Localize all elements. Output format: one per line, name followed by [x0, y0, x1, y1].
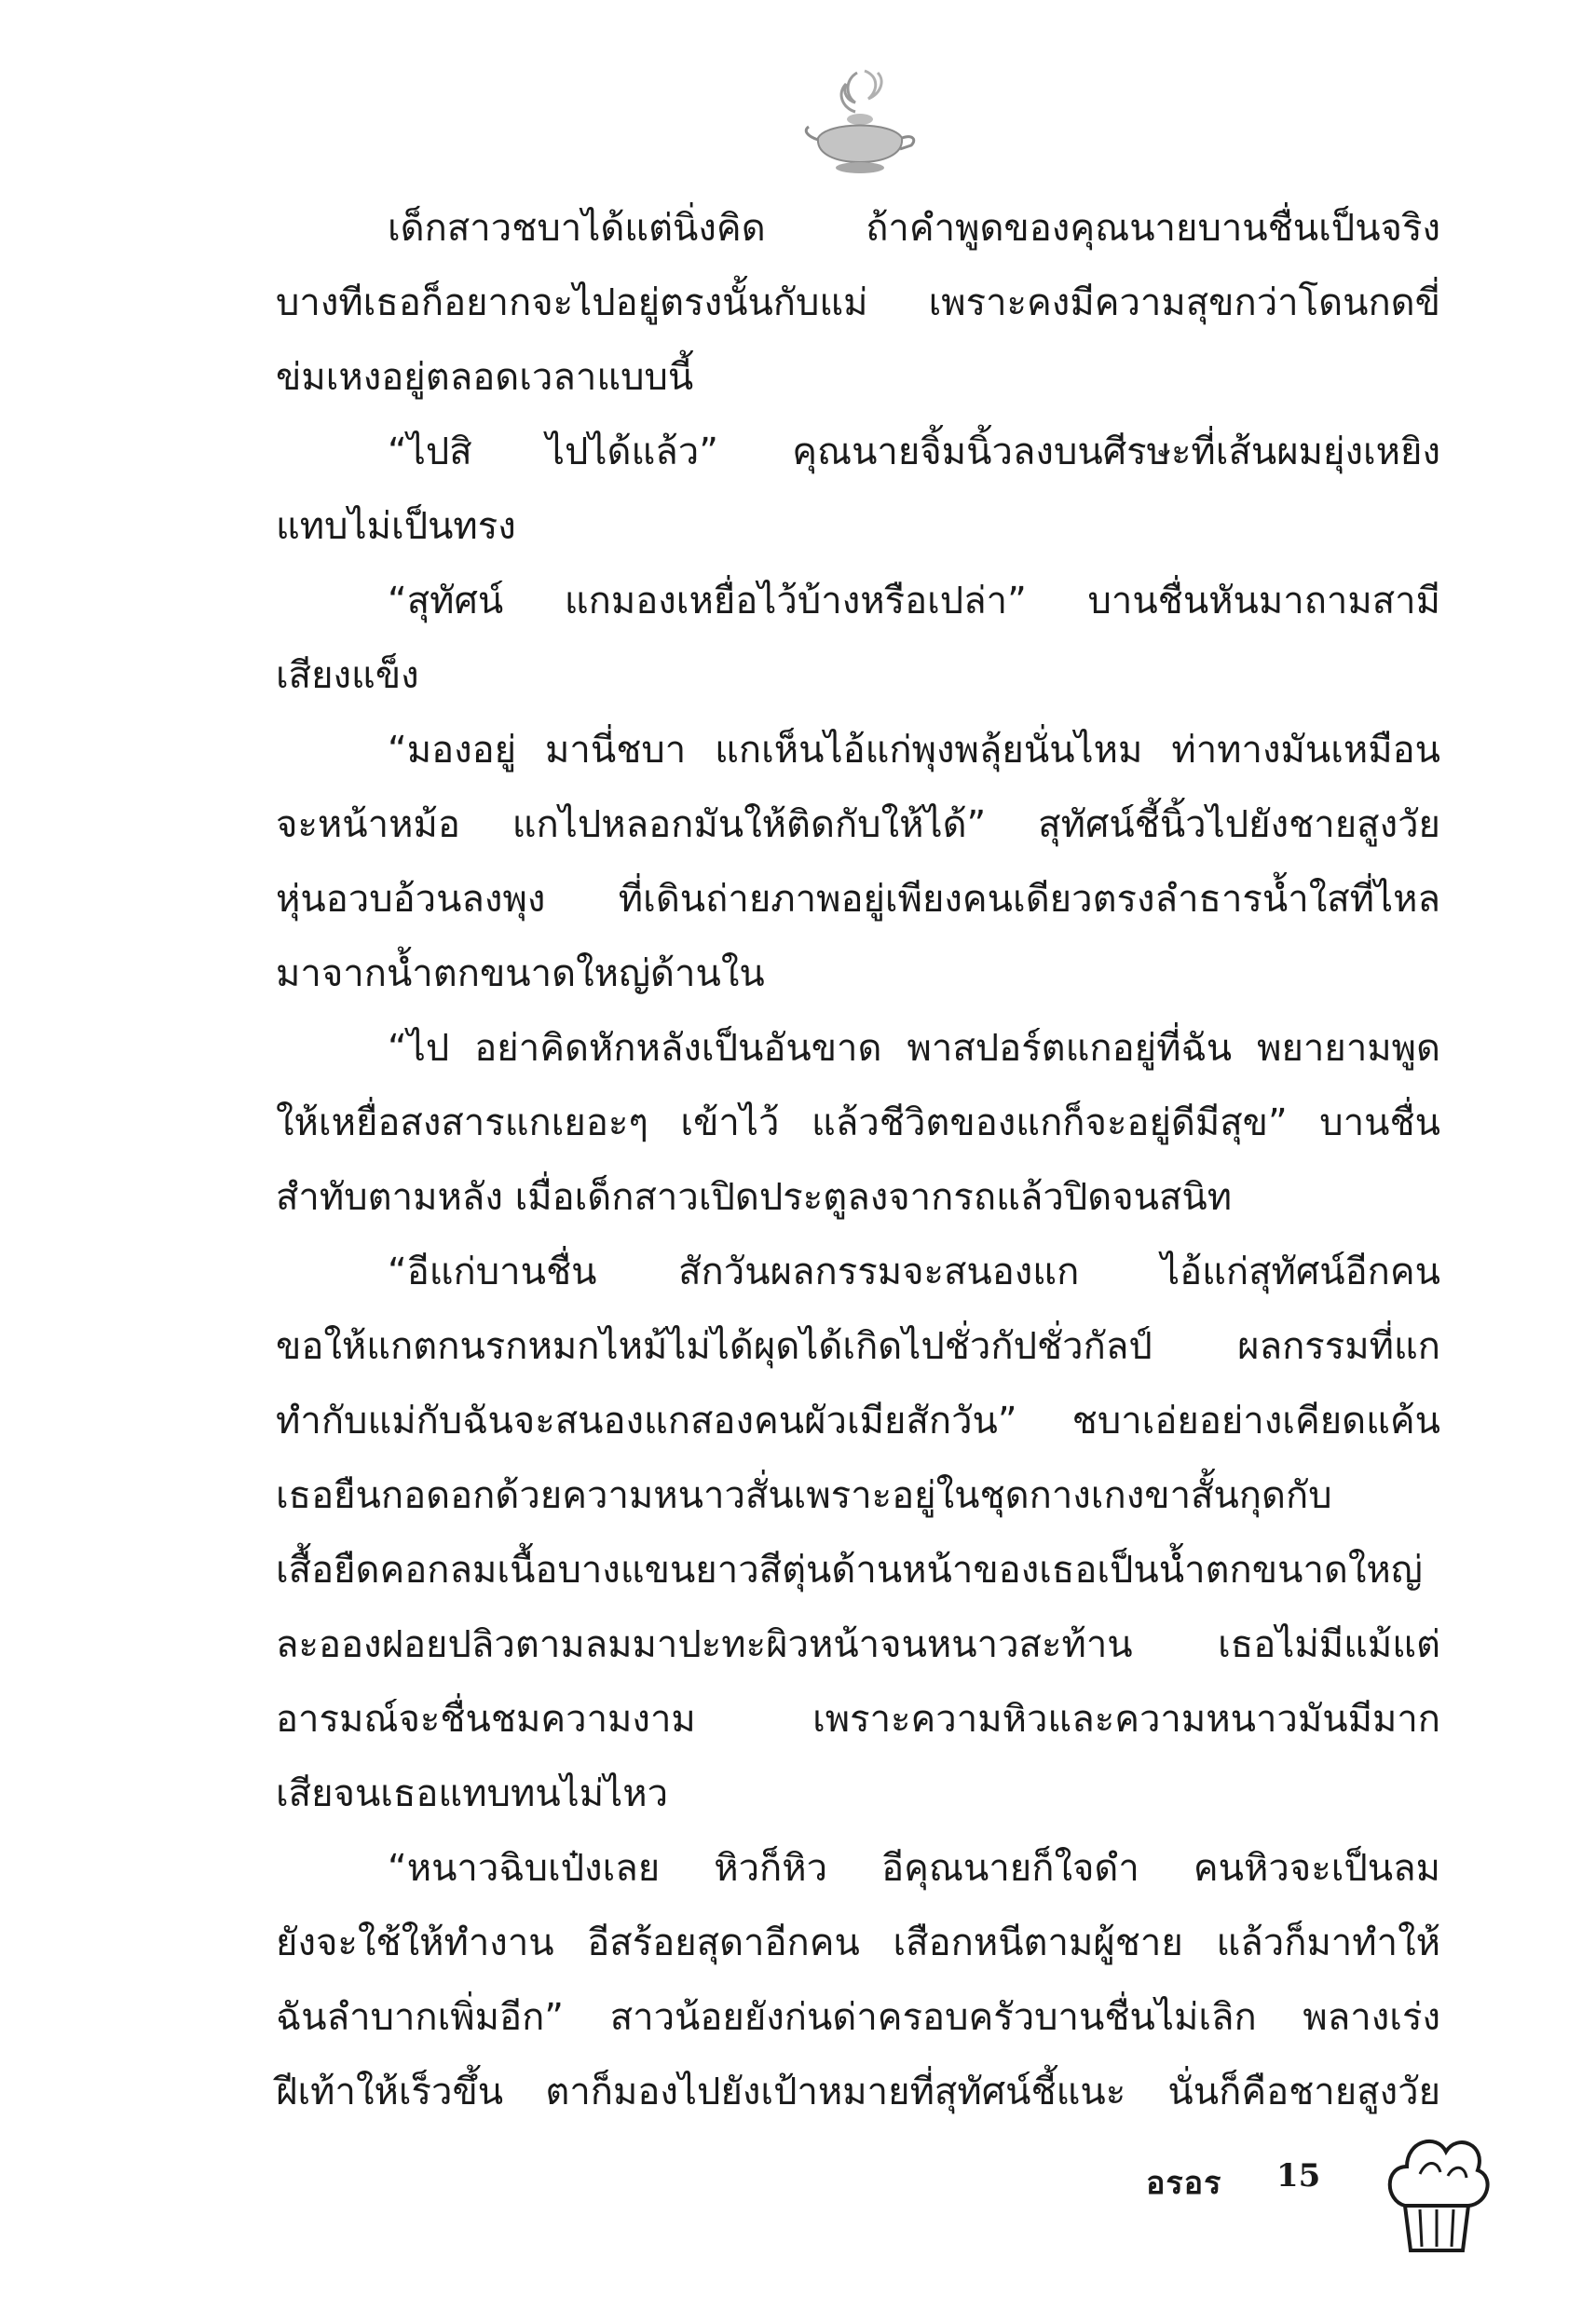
paragraph-line: ละอองฝอยปลิวตามลมมาปะทะผิวหน้าจนหนาวสะท้าน เธอไม่มีแม้แต่: [276, 1623, 1440, 1666]
page-number: 15: [1276, 2157, 1321, 2195]
paragraph-line: จะหน้าหม้อ แกไปหลอกมันให้ติดกับให้ได้” สุทัศน์ชี้นิ้วไปยังชายสูงวัย: [276, 803, 1440, 846]
paragraph-line: เสื้อยืดคอกลมเนื้อบางแขนยาวสีตุ่นด้านหน้าของเธอเป็นน้ำตกขนาดใหญ่: [276, 1549, 1423, 1592]
paragraph-line: ยังจะใช้ให้ทำงาน อีสร้อยสุดาอีกคน เสือกหนีตามผู้ชาย แล้วก็มาทำให้: [276, 1921, 1440, 1964]
paragraph-line: “มองอยู่ มานี่ชบา แกเห็นไอ้แก่พุงพลุ้ยนั่นไหม ท่าทางมันเหมือน: [388, 729, 1440, 772]
paragraph-line: มาจากน้ำตกขนาดใหญ่ด้านใน: [276, 952, 765, 995]
paragraph-line: บางทีเธอก็อยากจะไปอยู่ตรงนั้นกับแม่ เพราะคงมีความสุขกว่าโดนกดขี่: [276, 281, 1440, 324]
paragraph-line: เธอยืนกอดอกด้วยความหนาวสั่นเพราะอยู่ในชุดกางเกงขาสั้นกุดกับ: [276, 1474, 1332, 1517]
paragraph-line: “อีแก่บานชื่น สักวันผลกรรมจะสนองแก ไอ้แก่สุทัศน์อีกคน: [388, 1251, 1440, 1293]
paragraph-line: แทบไม่เป็นทรง: [276, 505, 516, 548]
paragraph-line: ขอให้แกตกนรกหมกไหม้ไม่ได้ผุดได้เกิดไปชั่วกัปชั่วกัลป์ ผลกรรมที่แก: [276, 1325, 1440, 1368]
paragraph-line: “หนาวฉิบเป๋งเลย หิวก็หิว อีคุณนายก็ใจดำ คนหิวจะเป็นลม: [388, 1847, 1440, 1890]
paragraph-line: ทำกับแม่กับฉันจะสนองแกสองคนผัวเมียสักวัน” ชบาเอ่ยอย่างเคียดแค้น: [276, 1400, 1440, 1443]
paragraph-line: “ไป อย่าคิดหักหลังเป็นอันขาด พาสปอร์ตแกอยู่ที่ฉัน พยายามพูด: [388, 1027, 1440, 1070]
chef-hat-icon: [1379, 2120, 1491, 2260]
paragraph-line: สำทับตามหลัง เมื่อเด็กสาวเปิดประตูลงจากรถแล้วปิดจนสนิท: [276, 1176, 1233, 1219]
author-name: อรอร: [1146, 2165, 1222, 2202]
paragraph-line: ฝีเท้าให้เร็วขึ้น ตาก็มองไปยังเป้าหมายที่สุทัศน์ชี้แนะ นั่นก็คือชายสูงวัย: [276, 2071, 1440, 2113]
page-footer: [1146, 2120, 1565, 2269]
paragraph-line: หุ่นอวบอ้วนลงพุง ที่เดินถ่ายภาพอยู่เพียงคนเดียวตรงลำธารน้ำใสที่ไหล: [276, 878, 1440, 921]
genie-lamp-icon: [799, 65, 921, 186]
paragraph-line: เด็กสาวชบาได้แต่นิ่งคิด ถ้าคำพูดของคุณนายบานชื่นเป็นจริง: [388, 207, 1440, 250]
paragraph-line: อารมณ์จะชื่นชมความงาม เพราะความหิวและความหนาวมันมีมาก: [276, 1698, 1440, 1741]
body-text: [276, 191, 1440, 2129]
paragraph-line: “สุทัศน์ แกมองเหยื่อไว้บ้างหรือเปล่า” บานชื่นหันมาถามสามี: [388, 580, 1440, 622]
paragraph-line: เสียงแข็ง: [276, 654, 419, 697]
paragraph-line: เสียจนเธอแทบทนไม่ไหว: [276, 1772, 669, 1815]
paragraph-line: “ไปสิ ไปได้แล้ว” คุณนายจิ้มนิ้วลงบนศีรษะที่เส้นผมยุ่งเหยิง: [388, 431, 1440, 473]
paragraph-line: ให้เหยื่อสงสารแกเยอะๆ เข้าไว้ แล้วชีวิตของแกก็จะอยู่ดีมีสุข” บานชื่น: [276, 1101, 1440, 1144]
paragraph-line: ข่มเหงอยู่ตลอดเวลาแบบนี้: [276, 356, 694, 399]
paragraph-line: ฉันลำบากเพิ่มอีก” สาวน้อยยังก่นด่าครอบครัวบานชื่นไม่เลิก พลางเร่ง: [276, 1996, 1440, 2039]
